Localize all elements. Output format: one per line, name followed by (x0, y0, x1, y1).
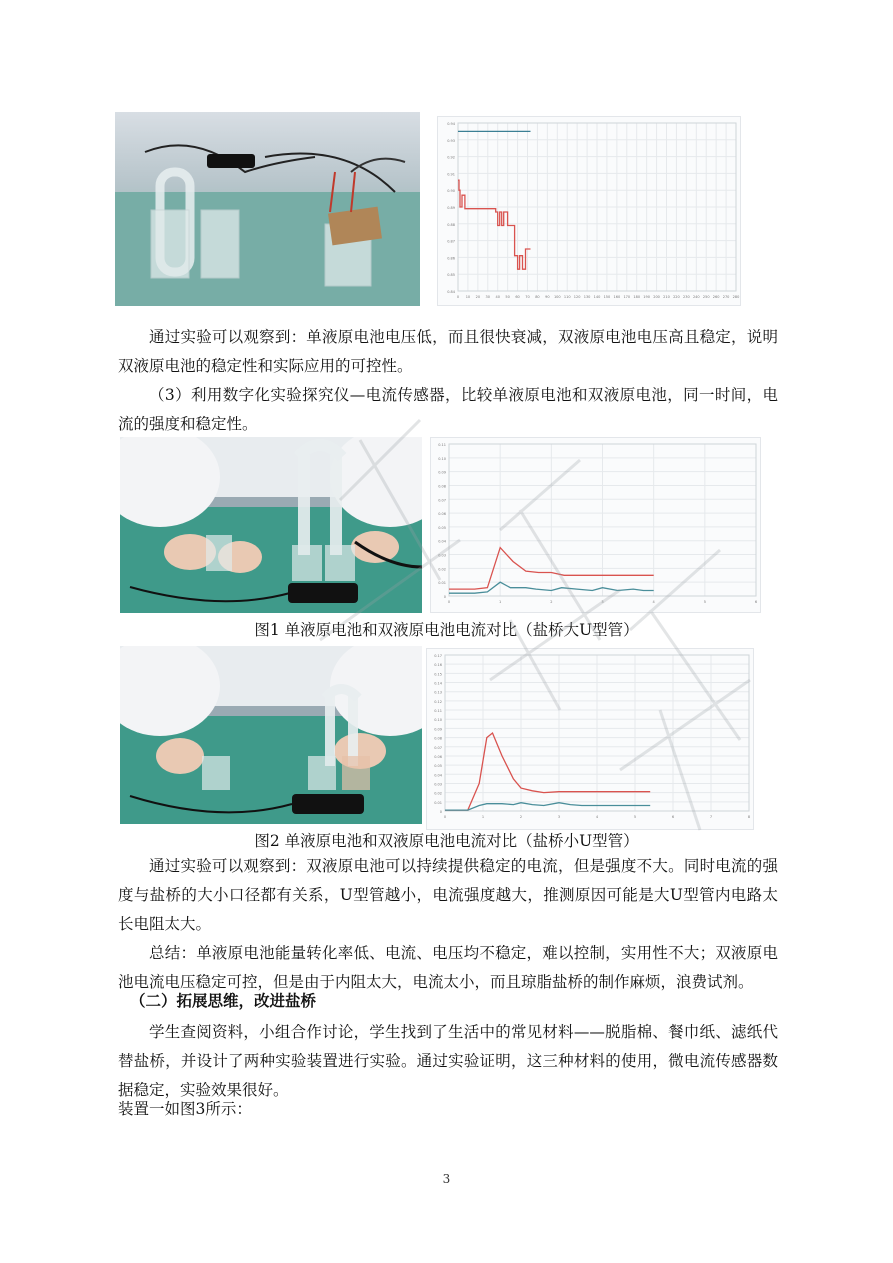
y-tick-label: 0.91 (447, 172, 455, 177)
y-tick-label: 0.93 (447, 138, 455, 143)
x-tick-label: 7 (709, 815, 713, 819)
experiment-photo-3 (120, 646, 422, 824)
voltage-chart (437, 116, 741, 306)
y-tick-label: 0.86 (447, 256, 455, 261)
x-tick-label: 70 (525, 295, 530, 299)
y-tick-label: 0.16 (434, 663, 442, 668)
y-tick-label: 0.04 (434, 773, 442, 778)
y-tick-label: 0.03 (438, 553, 446, 558)
series-line-2 (458, 180, 531, 269)
x-tick-label: 210 (663, 295, 670, 299)
y-tick-label: 0.84 (447, 290, 455, 294)
experiment-photo-1 (115, 112, 420, 306)
y-tick-label: 0.85 (447, 273, 455, 278)
y-tick-label: 0.02 (434, 791, 442, 796)
series-line-1 (445, 733, 650, 810)
y-tick-label: 0.05 (434, 764, 442, 769)
current-chart-big-ubridge (430, 437, 761, 613)
x-tick-label: 110 (563, 295, 571, 299)
y-tick-label: 0 (439, 810, 442, 814)
x-tick-label: 4 (652, 600, 655, 604)
x-tick-label: 2 (550, 600, 553, 604)
y-tick-label: 0.13 (434, 690, 442, 695)
x-tick-label: 6 (671, 815, 675, 819)
photo-current-small-ubridge (120, 646, 422, 824)
y-tick-label: 0.14 (434, 681, 442, 686)
x-tick-label: 6 (754, 600, 758, 604)
series-line-2 (445, 803, 650, 810)
x-tick-label: 0 (456, 295, 460, 299)
x-tick-label: 120 (573, 295, 581, 299)
x-tick-label: 4 (595, 815, 599, 819)
paragraph-observation-current: 通过实验可以观察到：双液原电池可以持续提供稳定的电流，但是强度不大。同时电流的强度与盐桥的大小口径都有关系，U型管越小，电流强度越大，推测原因可能是大U型管内电路太长电阻太大。 (118, 857, 778, 933)
x-tick-label: 5 (633, 815, 637, 819)
section-heading: （二）拓展思维，改进盐桥 (130, 991, 317, 1010)
x-tick-label: 150 (603, 295, 611, 299)
x-tick-label: 0 (443, 815, 447, 819)
y-tick-label: 0.07 (438, 498, 446, 503)
x-tick-label: 240 (692, 295, 700, 299)
y-tick-label: 0.03 (434, 782, 442, 787)
y-tick-label: 0.06 (434, 754, 442, 759)
y-tick-label: 0.08 (438, 484, 446, 489)
photo-voltage-experiment (115, 112, 420, 306)
paragraph-materials: 学生查阅资料，小组合作讨论，学生找到了生活中的常见材料——脱脂棉、餐巾纸、滤纸代替盐桥，并设计了两种实验装置进行实验。通过实验证明，这三种材料的使用，微电流传感器数据稳定，实验效果很好。 (118, 1023, 778, 1099)
y-tick-label: 0.92 (447, 155, 455, 160)
y-tick-label: 0.09 (434, 727, 442, 732)
y-tick-label: 0.06 (438, 512, 446, 517)
y-tick-label: 0.89 (447, 206, 455, 210)
x-tick-label: 10 (465, 295, 471, 299)
x-tick-label: 200 (653, 295, 660, 299)
y-tick-label: 0.87 (447, 239, 455, 244)
y-tick-label: 0.10 (434, 718, 442, 723)
photo-current-big-ubridge (120, 437, 422, 613)
x-tick-label: 80 (535, 295, 540, 299)
y-tick-label: 0.10 (438, 456, 446, 461)
y-tick-label: 0.90 (447, 189, 455, 194)
figure-2-caption: 图2 单液原电池和双液原电池电流对比（盐桥小U型管） (254, 832, 639, 850)
y-tick-label: 0.15 (434, 672, 442, 677)
y-tick-label: 0.08 (434, 736, 442, 741)
x-tick-label: 100 (553, 295, 561, 299)
x-tick-label: 220 (673, 295, 680, 299)
x-tick-label: 0 (447, 600, 451, 604)
y-tick-label: 0.11 (438, 443, 446, 447)
paragraph-device-one: 装置一如图3所示： (118, 1100, 252, 1118)
experiment-photo-2 (120, 437, 422, 613)
x-tick-label: 30 (485, 295, 491, 299)
y-tick-label: 0.12 (434, 699, 442, 704)
y-tick-label: 0 (443, 595, 446, 599)
x-tick-label: 180 (633, 295, 641, 299)
x-tick-label: 20 (475, 295, 481, 299)
x-tick-label: 60 (515, 295, 520, 299)
x-tick-label: 260 (712, 295, 720, 299)
y-tick-label: 0.88 (447, 222, 455, 227)
y-tick-label: 0.01 (434, 800, 442, 805)
y-tick-label: 0.01 (438, 581, 446, 586)
y-tick-label: 0.11 (434, 709, 442, 714)
x-tick-label: 1 (499, 600, 502, 604)
x-tick-label: 40 (495, 295, 500, 299)
x-tick-label: 190 (643, 295, 650, 299)
x-tick-label: 3 (557, 815, 561, 819)
x-tick-label: 160 (613, 295, 621, 299)
x-tick-label: 8 (747, 815, 751, 819)
y-tick-label: 0.02 (438, 567, 446, 572)
page-number: 3 (442, 1172, 451, 1186)
y-tick-label: 0.17 (434, 654, 442, 658)
y-tick-label: 0.04 (438, 539, 446, 544)
voltage-chart-svg (438, 117, 740, 305)
figure-1-caption: 图1 单液原电池和双液原电池电流对比（盐桥大U型管） (254, 621, 639, 639)
x-tick-label: 3 (601, 600, 604, 604)
paragraph-current-sensor: （3）利用数字化实验探究仪—电流传感器，比较单液原电池和双液原电池，同一时间，电流的强度和稳定性。 (118, 386, 778, 433)
paragraph-observation-voltage: 通过实验可以观察到：单液原电池电压低，而且很快衰减，双液原电池电压高且稳定，说明双液原电池的稳定性和实际应用的可控性。 (118, 328, 778, 375)
y-tick-label: 0.05 (438, 525, 446, 530)
x-tick-label: 230 (683, 295, 690, 299)
x-tick-label: 130 (583, 295, 591, 299)
x-tick-label: 1 (481, 815, 485, 819)
x-tick-label: 2 (519, 815, 523, 819)
current-chart-1-svg (431, 438, 760, 612)
x-tick-label: 140 (593, 295, 601, 299)
y-tick-label: 0.94 (447, 122, 455, 126)
x-tick-label: 170 (623, 295, 631, 299)
x-tick-label: 50 (505, 295, 510, 299)
current-chart-small-ubridge (426, 648, 754, 830)
current-chart-2-svg (427, 649, 753, 829)
x-tick-label: 250 (702, 295, 710, 299)
y-tick-label: 0.07 (434, 745, 442, 750)
x-tick-label: 5 (703, 600, 706, 604)
y-tick-label: 0.09 (438, 470, 446, 475)
x-tick-label: 270 (722, 295, 730, 299)
x-tick-label: 280 (732, 295, 740, 299)
paragraph-summary: 总结：单液原电池能量转化率低、电流、电压均不稳定，难以控制，实用性不大；双液原电池电流电压稳定可控，但是由于内阻太大，电流太小，而且琼脂盐桥的制作麻烦，浪费试剂。 (118, 944, 778, 991)
x-tick-label: 90 (545, 295, 550, 299)
